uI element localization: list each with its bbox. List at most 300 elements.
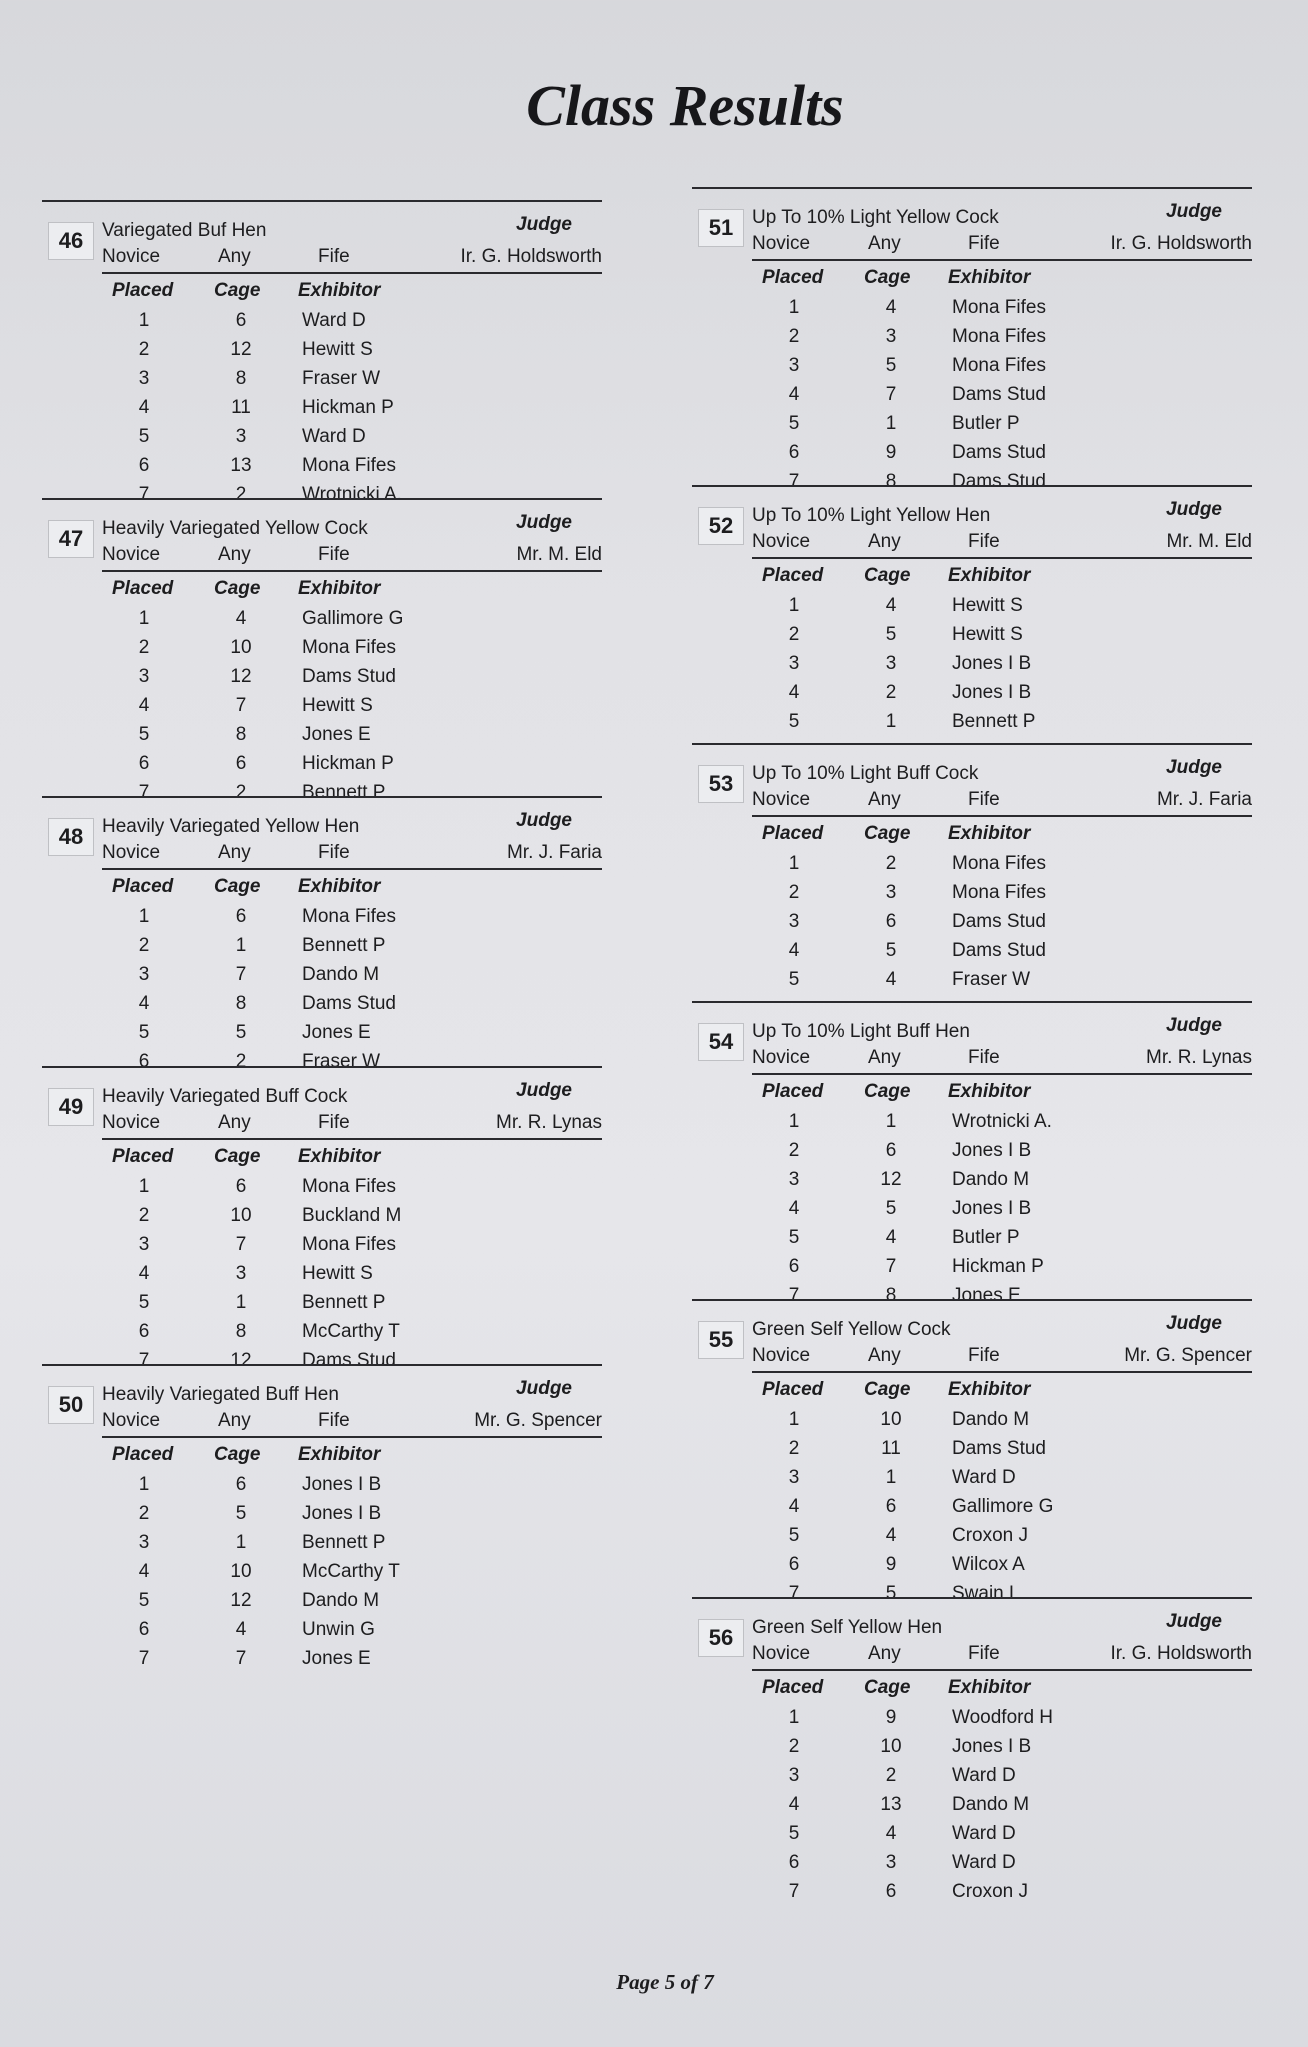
exhibitor-header: Exhibitor bbox=[948, 565, 1031, 586]
cage-value: 1 bbox=[235, 1532, 247, 1553]
exhibitor-value: Dando M bbox=[952, 1794, 1030, 1815]
cage-value: 3 bbox=[885, 326, 897, 347]
placed-value: 2 bbox=[138, 1205, 150, 1226]
judge-name: Mr. G. Spencer bbox=[474, 1410, 602, 1431]
placed-value: 3 bbox=[788, 653, 800, 674]
exhibitor-value: Mona Fifes bbox=[302, 906, 396, 927]
cage-value: 12 bbox=[230, 1350, 252, 1371]
exhibitor-value: Dams Stud bbox=[952, 1438, 1046, 1459]
placed-value: 7 bbox=[138, 1648, 150, 1669]
placed-value: 5 bbox=[788, 1525, 800, 1546]
cage-header: Cage bbox=[214, 578, 261, 599]
cage-value: 10 bbox=[230, 1561, 252, 1582]
class-block bbox=[42, 1364, 602, 1669]
class-number: 55 bbox=[698, 1321, 744, 1359]
cage-value: 3 bbox=[885, 882, 897, 903]
judge-name: Mr. R. Lynas bbox=[1146, 1047, 1252, 1068]
exhibitor-header: Exhibitor bbox=[948, 823, 1031, 844]
exhibitor-header: Exhibitor bbox=[298, 876, 381, 897]
cage-value: 8 bbox=[235, 1321, 247, 1342]
any-label: Any bbox=[218, 842, 251, 863]
placed-value: 2 bbox=[788, 1736, 800, 1757]
exhibitor-value: Wrotnicki A. bbox=[302, 484, 402, 505]
placed-value: 4 bbox=[138, 993, 150, 1014]
cage-value: 4 bbox=[885, 297, 897, 318]
cage-value: 10 bbox=[880, 1409, 902, 1430]
cage-value: 4 bbox=[885, 1823, 897, 1844]
exhibitor-value: Mona Fifes bbox=[302, 1176, 396, 1197]
class-header-row bbox=[752, 1643, 1252, 1671]
class-block bbox=[42, 1066, 602, 1371]
novice-label: Novice bbox=[102, 1410, 161, 1431]
class-name: Up To 10% Light Buff Hen bbox=[752, 1021, 970, 1042]
placed-value: 1 bbox=[138, 310, 150, 331]
placed-value: 5 bbox=[138, 1590, 150, 1611]
judge-heading: Judge bbox=[516, 1378, 572, 1399]
page-footer: Page 5 of 7 bbox=[616, 1970, 714, 1994]
cage-value: 2 bbox=[235, 484, 247, 505]
exhibitor-value: Ward D bbox=[952, 1765, 1016, 1786]
placed-value: 6 bbox=[788, 442, 800, 463]
fife-label: Fife bbox=[968, 789, 1000, 810]
cage-value: 2 bbox=[235, 782, 247, 803]
exhibitor-value: Dams Stud bbox=[302, 1350, 396, 1371]
placed-value: 7 bbox=[788, 1583, 800, 1604]
exhibitor-value: Jones E bbox=[302, 1022, 371, 1043]
class-header-row bbox=[102, 842, 602, 870]
class-number: 48 bbox=[48, 818, 94, 856]
cage-value: 6 bbox=[885, 911, 897, 932]
any-label: Any bbox=[868, 531, 901, 552]
class-name: Variegated Buf Hen bbox=[102, 220, 267, 241]
placed-header: Placed bbox=[112, 1444, 174, 1465]
cage-value: 4 bbox=[885, 969, 897, 990]
judge-name: Mr. M. Eld bbox=[1166, 531, 1252, 552]
any-label: Any bbox=[868, 233, 901, 254]
exhibitor-value: Hickman P bbox=[952, 1256, 1044, 1277]
exhibitor-value: Butler P bbox=[952, 413, 1020, 434]
placed-value: 6 bbox=[788, 1852, 800, 1873]
judge-heading: Judge bbox=[1166, 1313, 1222, 1334]
placed-value: 1 bbox=[788, 853, 800, 874]
exhibitor-value: Swain L bbox=[952, 1583, 1020, 1604]
placed-value: 2 bbox=[138, 339, 150, 360]
placed-value: 4 bbox=[138, 695, 150, 716]
placed-value: 1 bbox=[138, 1176, 150, 1197]
novice-label: Novice bbox=[752, 1345, 811, 1366]
exhibitor-value: Dando M bbox=[952, 1409, 1030, 1430]
exhibitor-value: Mona Fifes bbox=[302, 455, 396, 476]
cage-value: 8 bbox=[235, 993, 247, 1014]
judge-name: Ir. G. Holdsworth bbox=[460, 246, 602, 267]
class-number: 53 bbox=[698, 765, 744, 803]
class-block bbox=[692, 187, 1252, 492]
novice-label: Novice bbox=[102, 1112, 161, 1133]
cage-value: 3 bbox=[885, 1852, 897, 1873]
placed-value: 5 bbox=[138, 1292, 150, 1313]
class-name: Heavily Variegated Buff Cock bbox=[102, 1086, 348, 1107]
cage-value: 7 bbox=[885, 1256, 897, 1277]
exhibitor-value: Ward D bbox=[952, 1852, 1016, 1873]
class-header-row bbox=[102, 1112, 602, 1140]
placed-value: 2 bbox=[138, 935, 150, 956]
judge-heading: Judge bbox=[516, 1080, 572, 1101]
cage-value: 9 bbox=[885, 442, 897, 463]
exhibitor-value: Wilcox A bbox=[952, 1554, 1025, 1575]
novice-label: Novice bbox=[102, 246, 161, 267]
cage-value: 8 bbox=[235, 724, 247, 745]
exhibitor-value: Jones E bbox=[952, 1285, 1021, 1306]
exhibitor-value: Hewitt S bbox=[952, 595, 1023, 616]
left-column bbox=[42, 200, 602, 1669]
exhibitor-value: Dams Stud bbox=[302, 993, 396, 1014]
cage-header: Cage bbox=[864, 1677, 911, 1698]
cage-value: 3 bbox=[885, 653, 897, 674]
judge-heading: Judge bbox=[1166, 1015, 1222, 1036]
fife-label: Fife bbox=[318, 842, 350, 863]
exhibitor-value: Dams Stud bbox=[952, 442, 1046, 463]
judge-name: Ir. G. Holdsworth bbox=[1110, 1643, 1252, 1664]
exhibitor-value: Ward D bbox=[952, 1823, 1016, 1844]
cage-value: 1 bbox=[235, 1292, 247, 1313]
cage-value: 7 bbox=[885, 384, 897, 405]
class-number: 50 bbox=[48, 1386, 94, 1424]
any-label: Any bbox=[218, 246, 251, 267]
exhibitor-value: Dams Stud bbox=[952, 384, 1046, 405]
exhibitor-header: Exhibitor bbox=[948, 1081, 1031, 1102]
placed-value: 1 bbox=[138, 906, 150, 927]
placed-value: 3 bbox=[788, 1169, 800, 1190]
placed-value: 2 bbox=[788, 882, 800, 903]
exhibitor-value: Dando M bbox=[302, 1590, 380, 1611]
cage-value: 6 bbox=[235, 906, 247, 927]
exhibitor-value: Mona Fifes bbox=[952, 355, 1046, 376]
placed-value: 1 bbox=[788, 1707, 800, 1728]
cage-value: 5 bbox=[885, 624, 897, 645]
cage-value: 13 bbox=[230, 455, 252, 476]
exhibitor-value: Mona Fifes bbox=[952, 853, 1046, 874]
class-name: Up To 10% Light Buff Cock bbox=[752, 763, 979, 784]
any-label: Any bbox=[868, 1345, 901, 1366]
exhibitor-value: Hickman P bbox=[302, 397, 394, 418]
cage-value: 2 bbox=[235, 1051, 247, 1072]
exhibitor-header: Exhibitor bbox=[298, 280, 381, 301]
exhibitor-value: Dams Stud bbox=[952, 911, 1046, 932]
class-block bbox=[42, 498, 602, 803]
cage-value: 6 bbox=[885, 1496, 897, 1517]
judge-name: Mr. R. Lynas bbox=[496, 1112, 602, 1133]
placed-value: 3 bbox=[788, 1765, 800, 1786]
exhibitor-value: Bennett P bbox=[302, 1292, 386, 1313]
exhibitor-value: Fraser W bbox=[302, 1051, 381, 1072]
exhibitor-value: Buckland M bbox=[302, 1205, 402, 1226]
exhibitor-value: Jones I B bbox=[952, 653, 1032, 674]
cage-value: 3 bbox=[235, 426, 247, 447]
placed-header: Placed bbox=[112, 280, 174, 301]
exhibitor-header: Exhibitor bbox=[298, 1146, 381, 1167]
judge-heading: Judge bbox=[1166, 499, 1222, 520]
fife-label: Fife bbox=[968, 233, 1000, 254]
cage-value: 9 bbox=[885, 1707, 897, 1728]
cage-value: 12 bbox=[230, 1590, 252, 1611]
class-header-row bbox=[752, 1047, 1252, 1075]
placed-value: 5 bbox=[788, 1823, 800, 1844]
placed-value: 2 bbox=[788, 326, 800, 347]
novice-label: Novice bbox=[752, 789, 811, 810]
class-name: Up To 10% Light Yellow Hen bbox=[752, 505, 991, 526]
exhibitor-header: Exhibitor bbox=[298, 1444, 381, 1465]
placed-value: 1 bbox=[788, 297, 800, 318]
placed-value: 5 bbox=[138, 724, 150, 745]
novice-label: Novice bbox=[752, 1643, 811, 1664]
placed-value: 7 bbox=[788, 1881, 800, 1902]
novice-label: Novice bbox=[752, 531, 811, 552]
placed-value: 4 bbox=[788, 1794, 800, 1815]
placed-header: Placed bbox=[762, 1677, 824, 1698]
placed-value: 4 bbox=[788, 1496, 800, 1517]
novice-label: Novice bbox=[752, 233, 811, 254]
placed-value: 1 bbox=[788, 1409, 800, 1430]
placed-value: 6 bbox=[138, 1321, 150, 1342]
class-name: Up To 10% Light Yellow Cock bbox=[752, 207, 999, 228]
cage-value: 5 bbox=[885, 1198, 897, 1219]
placed-value: 4 bbox=[788, 1198, 800, 1219]
placed-header: Placed bbox=[762, 823, 824, 844]
cage-value: 6 bbox=[885, 1140, 897, 1161]
placed-value: 2 bbox=[138, 637, 150, 658]
cage-value: 2 bbox=[885, 853, 897, 874]
exhibitor-value: Gallimore G bbox=[952, 1496, 1054, 1517]
exhibitor-value: Hewitt S bbox=[302, 695, 373, 716]
fife-label: Fife bbox=[968, 1047, 1000, 1068]
placed-value: 5 bbox=[138, 426, 150, 447]
exhibitor-value: Bennett P bbox=[952, 711, 1036, 732]
placed-value: 5 bbox=[138, 1022, 150, 1043]
cage-value: 6 bbox=[885, 1881, 897, 1902]
cage-value: 5 bbox=[885, 940, 897, 961]
judge-heading: Judge bbox=[516, 810, 572, 831]
placed-value: 4 bbox=[138, 397, 150, 418]
page-title: Class Results bbox=[526, 73, 844, 138]
exhibitor-value: Hewitt S bbox=[952, 624, 1023, 645]
exhibitor-value: Unwin G bbox=[302, 1619, 375, 1640]
placed-value: 4 bbox=[138, 1263, 150, 1284]
exhibitor-value: Mona Fifes bbox=[302, 637, 396, 658]
any-label: Any bbox=[218, 1410, 251, 1431]
fife-label: Fife bbox=[968, 531, 1000, 552]
placed-value: 7 bbox=[788, 471, 800, 492]
exhibitor-value: Dams Stud bbox=[952, 940, 1046, 961]
cage-value: 4 bbox=[885, 1227, 897, 1248]
placed-value: 1 bbox=[788, 1111, 800, 1132]
exhibitor-header: Exhibitor bbox=[948, 1677, 1031, 1698]
cage-value: 6 bbox=[235, 310, 247, 331]
placed-value: 1 bbox=[788, 595, 800, 616]
cage-value: 4 bbox=[235, 608, 247, 629]
any-label: Any bbox=[218, 544, 251, 565]
placed-value: 4 bbox=[788, 682, 800, 703]
judge-heading: Judge bbox=[1166, 757, 1222, 778]
fife-label: Fife bbox=[318, 544, 350, 565]
novice-label: Novice bbox=[102, 544, 161, 565]
exhibitor-value: Jones I B bbox=[302, 1503, 382, 1524]
cage-value: 7 bbox=[235, 964, 247, 985]
exhibitor-value: Mona Fifes bbox=[952, 326, 1046, 347]
placed-value: 6 bbox=[138, 1619, 150, 1640]
placed-value: 3 bbox=[788, 911, 800, 932]
cage-value: 12 bbox=[230, 339, 252, 360]
exhibitor-value: Ward D bbox=[952, 1467, 1016, 1488]
class-number: 49 bbox=[48, 1088, 94, 1126]
cage-value: 11 bbox=[231, 397, 251, 418]
cage-value: 7 bbox=[235, 1234, 247, 1255]
cage-value: 3 bbox=[235, 1263, 247, 1284]
placed-value: 7 bbox=[138, 782, 150, 803]
class-block bbox=[692, 485, 1252, 743]
exhibitor-value: Ward D bbox=[302, 310, 366, 331]
class-block bbox=[42, 200, 602, 505]
any-label: Any bbox=[218, 1112, 251, 1133]
class-number: 47 bbox=[48, 520, 94, 558]
placed-value: 7 bbox=[138, 1350, 150, 1371]
cage-value: 7 bbox=[235, 695, 247, 716]
placed-header: Placed bbox=[762, 1379, 824, 1400]
any-label: Any bbox=[868, 1047, 901, 1068]
placed-header: Placed bbox=[762, 1081, 824, 1102]
class-header-row bbox=[102, 246, 602, 274]
cage-value: 4 bbox=[235, 1619, 247, 1640]
class-header-row bbox=[102, 1410, 602, 1438]
exhibitor-value: Jones I B bbox=[302, 1474, 382, 1495]
placed-value: 2 bbox=[788, 624, 800, 645]
judge-heading: Judge bbox=[516, 512, 572, 533]
cage-value: 1 bbox=[885, 1467, 897, 1488]
exhibitor-header: Exhibitor bbox=[948, 267, 1031, 288]
placed-value: 6 bbox=[138, 455, 150, 476]
exhibitor-value: Croxon J bbox=[952, 1881, 1029, 1902]
placed-value: 5 bbox=[788, 711, 800, 732]
cage-value: 6 bbox=[235, 1474, 247, 1495]
cage-header: Cage bbox=[864, 267, 911, 288]
fife-label: Fife bbox=[968, 1345, 1000, 1366]
cage-value: 11 bbox=[881, 1438, 901, 1459]
exhibitor-value: Dando M bbox=[302, 964, 380, 985]
judge-heading: Judge bbox=[1166, 201, 1222, 222]
placed-value: 6 bbox=[138, 1051, 150, 1072]
placed-header: Placed bbox=[112, 578, 174, 599]
class-header-row bbox=[752, 531, 1252, 559]
cage-value: 2 bbox=[885, 1765, 897, 1786]
placed-value: 7 bbox=[138, 484, 150, 505]
placed-header: Placed bbox=[112, 876, 174, 897]
fife-label: Fife bbox=[318, 1112, 350, 1133]
placed-value: 3 bbox=[138, 368, 150, 389]
cage-value: 1 bbox=[235, 935, 247, 956]
cage-header: Cage bbox=[214, 1444, 261, 1465]
right-column bbox=[692, 187, 1252, 1902]
novice-label: Novice bbox=[102, 842, 161, 863]
class-block bbox=[42, 796, 602, 1072]
exhibitor-value: Dams Stud bbox=[952, 471, 1046, 492]
exhibitor-value: Bennett P bbox=[302, 935, 386, 956]
exhibitor-value: Mona Fifes bbox=[952, 882, 1046, 903]
class-header-row bbox=[752, 233, 1252, 261]
placed-header: Placed bbox=[762, 565, 824, 586]
cage-value: 6 bbox=[235, 1176, 247, 1197]
cage-value: 10 bbox=[230, 1205, 252, 1226]
exhibitor-value: Gallimore G bbox=[302, 608, 404, 629]
placed-value: 6 bbox=[788, 1256, 800, 1277]
novice-label: Novice bbox=[752, 1047, 811, 1068]
exhibitor-value: Mona Fifes bbox=[952, 297, 1046, 318]
cage-value: 5 bbox=[885, 355, 897, 376]
exhibitor-value: McCarthy T bbox=[302, 1321, 400, 1342]
class-name: Green Self Yellow Cock bbox=[752, 1319, 951, 1340]
placed-header: Placed bbox=[112, 1146, 174, 1167]
class-block bbox=[692, 1597, 1252, 1902]
cage-value: 12 bbox=[880, 1169, 902, 1190]
class-name: Heavily Variegated Yellow Cock bbox=[102, 518, 368, 539]
exhibitor-value: Hickman P bbox=[302, 753, 394, 774]
exhibitor-value: Jones E bbox=[302, 724, 371, 745]
cage-value: 5 bbox=[235, 1022, 247, 1043]
placed-value: 4 bbox=[788, 940, 800, 961]
fife-label: Fife bbox=[318, 1410, 350, 1431]
placed-value: 5 bbox=[788, 969, 800, 990]
class-header-row bbox=[752, 789, 1252, 817]
class-header-row bbox=[752, 1345, 1252, 1373]
cage-header: Cage bbox=[214, 1146, 261, 1167]
exhibitor-value: Wrotnicki A. bbox=[952, 1111, 1052, 1132]
cage-header: Cage bbox=[214, 280, 261, 301]
class-block bbox=[692, 743, 1252, 1001]
exhibitor-value: Fraser W bbox=[302, 368, 381, 389]
exhibitor-value: Croxon J bbox=[952, 1525, 1029, 1546]
judge-heading: Judge bbox=[1166, 1611, 1222, 1632]
class-block bbox=[692, 1001, 1252, 1306]
cage-value: 5 bbox=[885, 1583, 897, 1604]
cage-value: 1 bbox=[885, 413, 897, 434]
cage-value: 10 bbox=[880, 1736, 902, 1757]
exhibitor-value: Hewitt S bbox=[302, 1263, 373, 1284]
placed-value: 6 bbox=[788, 1554, 800, 1575]
cage-value: 6 bbox=[235, 753, 247, 774]
placed-value: 2 bbox=[138, 1503, 150, 1524]
cage-header: Cage bbox=[864, 565, 911, 586]
cage-header: Cage bbox=[864, 823, 911, 844]
placed-value: 3 bbox=[138, 666, 150, 687]
exhibitor-value: Dams Stud bbox=[302, 666, 396, 687]
exhibitor-value: Bennett P bbox=[302, 1532, 386, 1553]
cage-value: 10 bbox=[230, 637, 252, 658]
exhibitor-value: Jones I B bbox=[952, 1736, 1032, 1757]
exhibitor-value: Butler P bbox=[952, 1227, 1020, 1248]
cage-value: 1 bbox=[885, 711, 897, 732]
placed-header: Placed bbox=[762, 267, 824, 288]
cage-value: 9 bbox=[885, 1554, 897, 1575]
judge-heading: Judge bbox=[516, 214, 572, 235]
class-number: 51 bbox=[698, 209, 744, 247]
cage-value: 8 bbox=[235, 368, 247, 389]
class-number: 52 bbox=[698, 507, 744, 545]
any-label: Any bbox=[868, 1643, 901, 1664]
exhibitor-value: Fraser W bbox=[952, 969, 1031, 990]
exhibitor-header: Exhibitor bbox=[948, 1379, 1031, 1400]
judge-name: Mr. J. Faria bbox=[506, 842, 602, 863]
cage-header: Cage bbox=[214, 876, 261, 897]
placed-value: 3 bbox=[138, 964, 150, 985]
class-block bbox=[692, 1299, 1252, 1604]
